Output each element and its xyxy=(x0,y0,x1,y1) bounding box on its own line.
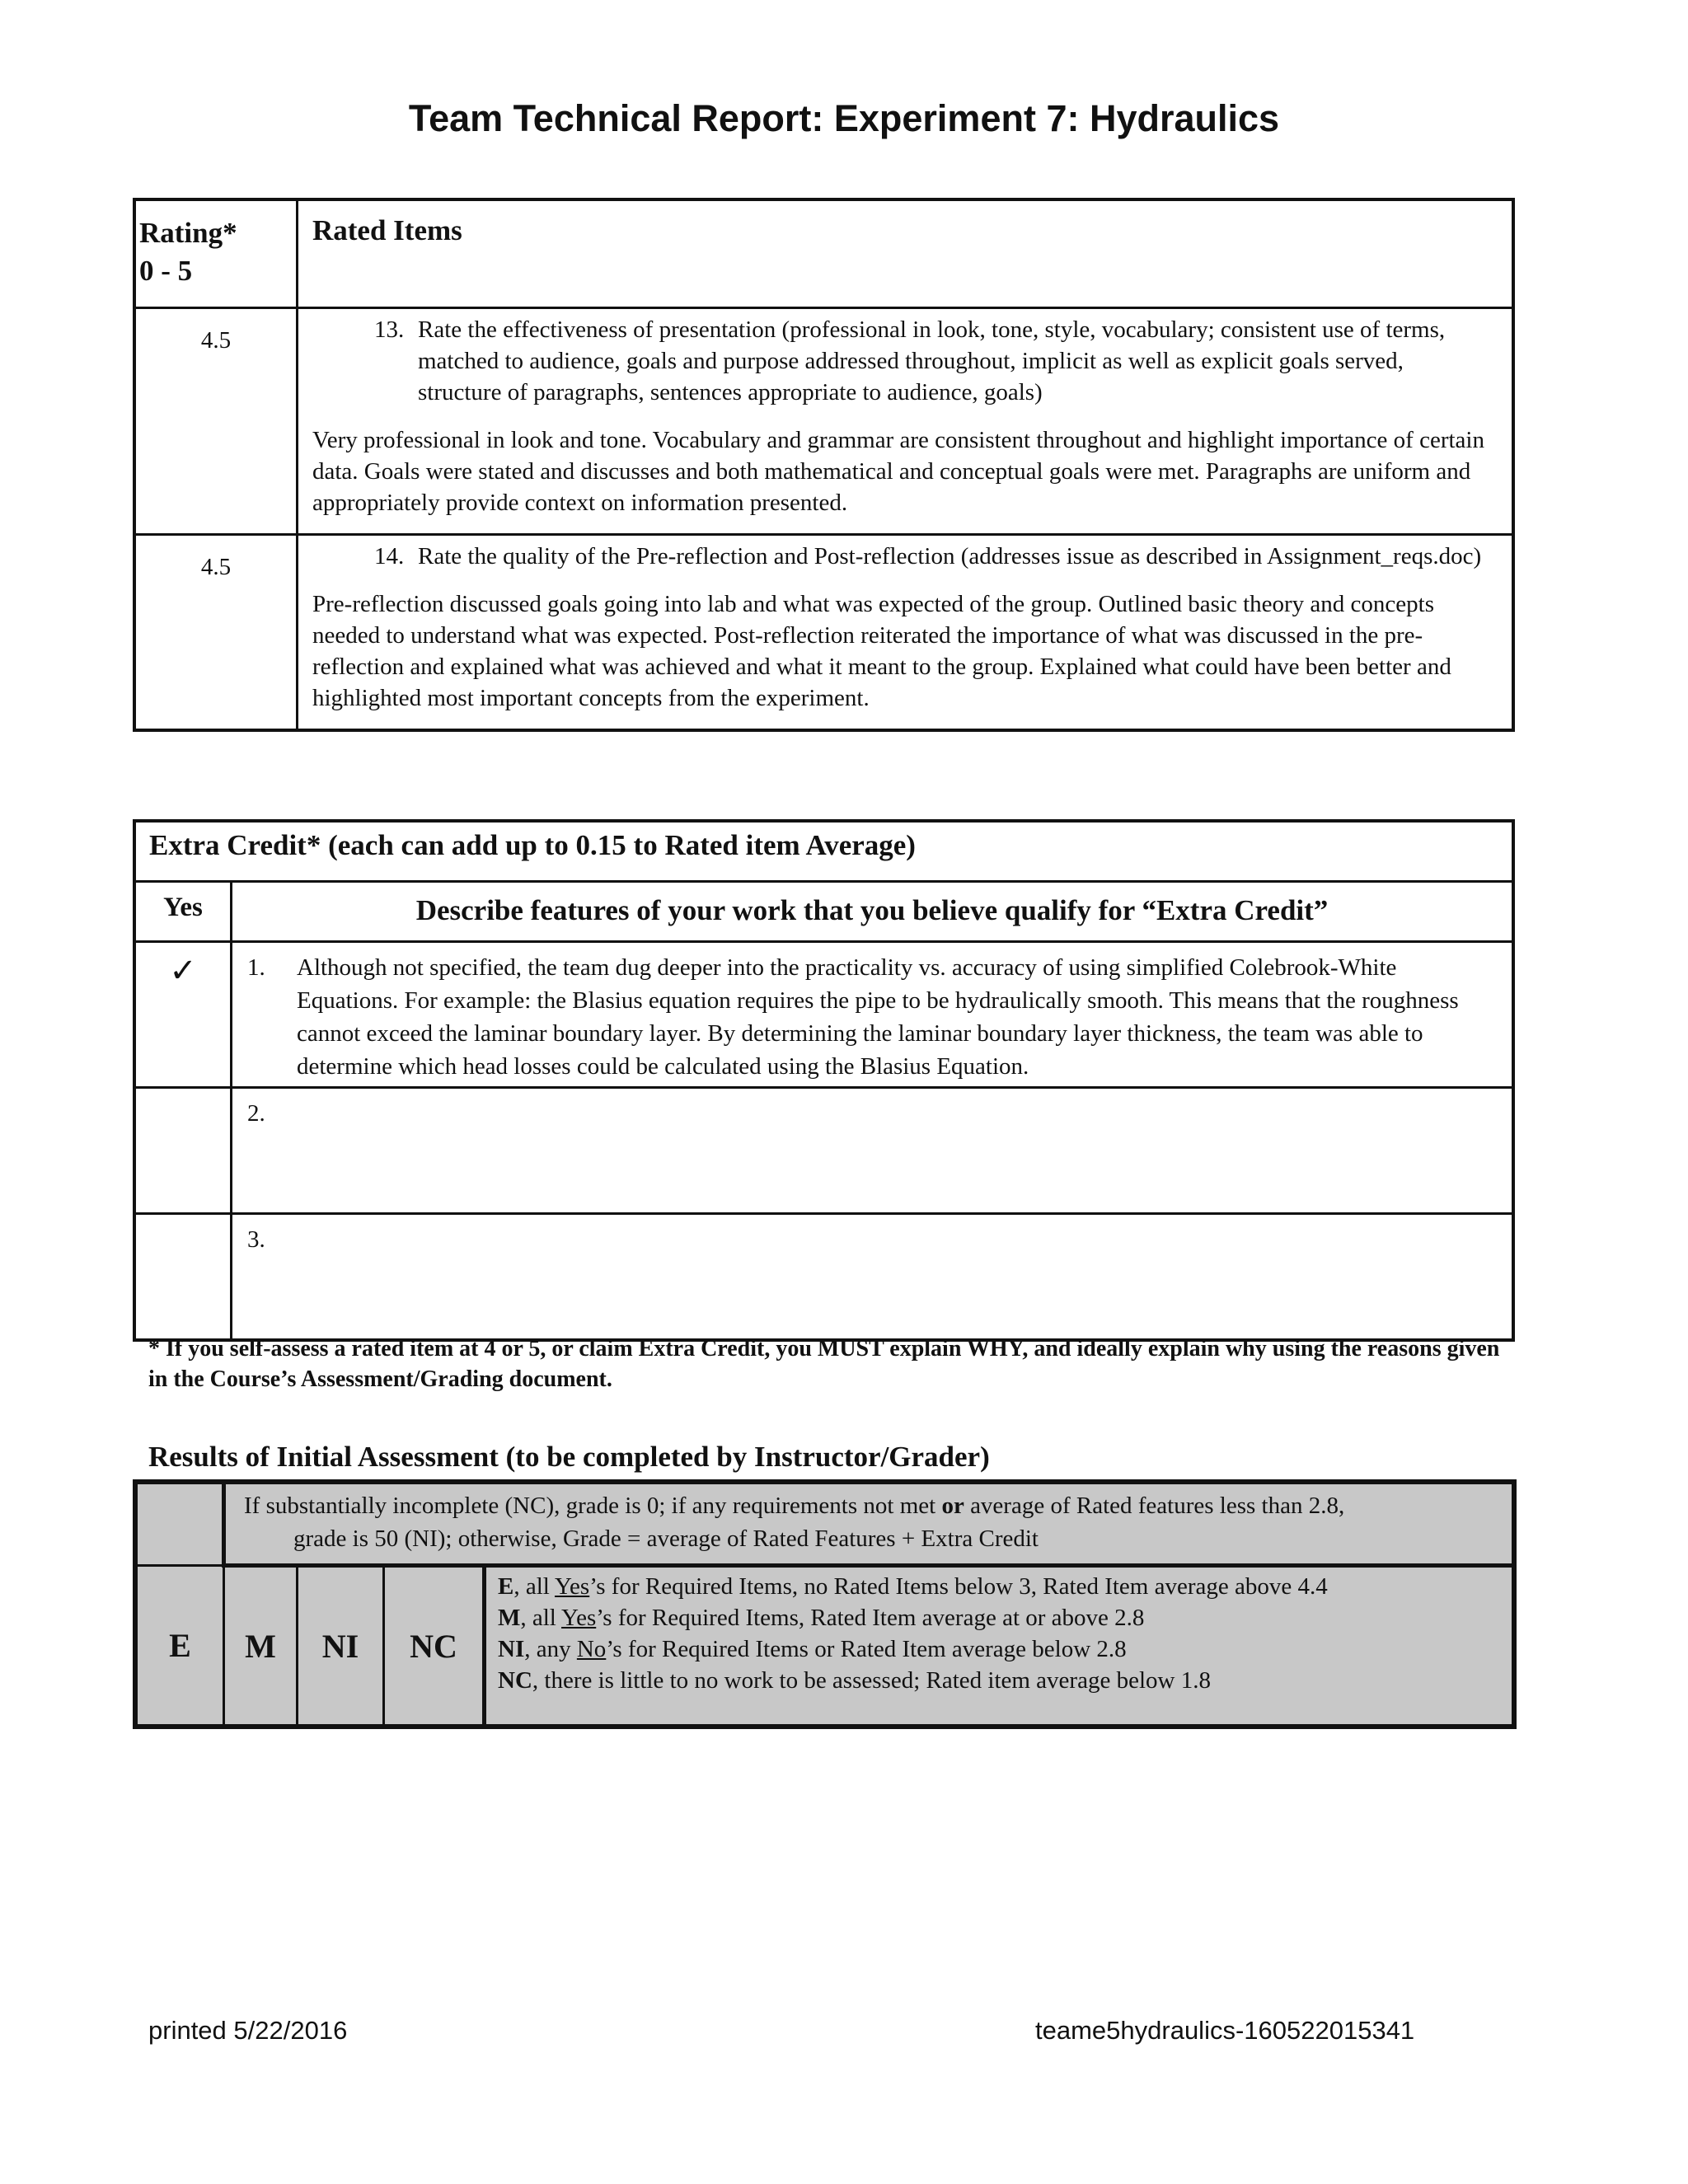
yes-cell xyxy=(134,1088,232,1214)
rating-header: Rating* 0 - 5 xyxy=(134,199,298,308)
page-title: Team Technical Report: Experiment 7: Hydraulics xyxy=(408,97,1280,139)
results-title: Results of Initial Assessment (to be completed by Instructor/Grader) xyxy=(148,1441,990,1473)
extra-credit-title: Extra Credit* (each can add up to 0.15 to Rated item Average) xyxy=(134,821,1513,882)
empty-cell xyxy=(135,1482,224,1566)
extra-credit-item xyxy=(232,1088,1514,1214)
rating-value: 4.5 xyxy=(134,535,298,731)
item-number: 14. xyxy=(374,543,405,569)
footnote: * If you self-assess a rated item at 4 or 5, or claim Extra Credit, you MUST explain WHY, and ideally explain why using the reasons given in the Course’s Assessment/Grading document. xyxy=(148,1336,1500,1392)
item-response: Very professional in look and tone. Vocabulary and grammar are consistent throughout and highlight importance of certain data. Goals were stated and discusses and both mathematical and conceptual goals were met. Paragraphs are uniform and appropriately provide context on information presented. xyxy=(312,427,1484,516)
yes-cell xyxy=(134,1214,232,1341)
extra-credit-row xyxy=(134,1214,1513,1341)
extra-credit-row xyxy=(134,942,1513,1088)
item-number: 2. xyxy=(247,1100,265,1127)
yes-header: Yes xyxy=(134,882,232,942)
rated-item xyxy=(298,308,1514,535)
describe-header: Describe features of your work that you believe qualify for “Extra Credit” xyxy=(232,882,1514,942)
grade-e-box[interactable]: E xyxy=(135,1566,224,1727)
extra-credit-item xyxy=(232,1214,1514,1341)
printed-date: printed 5/22/2016 xyxy=(148,2016,348,2045)
grade-definitions xyxy=(485,1566,1515,1727)
rated-item xyxy=(298,535,1514,731)
extra-credit-table xyxy=(133,819,1515,1342)
grade-ni-box[interactable]: NI xyxy=(298,1566,384,1727)
grading-rule: If substantially incomplete (NC), grade is 0; if any requirements not met or average of Rated features less than 2.8, grade is 50 (NI); otherwise, Grade = average of Rated Features + Extra Credit xyxy=(224,1482,1515,1566)
definition-e: E, all Yes’s for Required Items, no Rated Items below 3, Rated Item average above 4.4 xyxy=(498,1573,1328,1600)
item-question: Rate the effectiveness of presentation (professional in look, tone, style, vocabulary; consistent use of terms, matched to audience, goals and purpose addressed throughout, implicit as well as explicit goals served, structure of paragraphs, sentences appropriate to audience, goals) xyxy=(418,316,1446,405)
results-table xyxy=(133,1479,1517,1729)
rated-items-table xyxy=(133,198,1515,732)
checkmark-icon: ✓ xyxy=(134,942,232,1088)
item-question: Rate the quality of the Pre-reflection and Post-reflection (addresses issue as described in Assignment_reqs.doc) xyxy=(418,543,1482,569)
document-id: teame5hydraulics-160522015341 xyxy=(1035,2016,1415,2045)
rated-item-row xyxy=(134,535,1513,731)
rated-items-header: Rated Items xyxy=(298,199,1514,308)
rating-value: 4.5 xyxy=(134,308,298,535)
definition-ni: NI, any No’s for Required Items or Rated Item average below 2.8 xyxy=(498,1636,1127,1662)
definition-nc: NC, there is little to no work to be assessed; Rated item average below 1.8 xyxy=(498,1667,1211,1694)
item-number: 13. xyxy=(374,316,405,343)
extra-credit-row xyxy=(134,1088,1513,1214)
item-number: 3. xyxy=(247,1226,265,1253)
item-text: Although not specified, the team dug deeper into the practicality vs. accuracy of using simplified Colebrook-White Equations. For example: the Blasius equation requires the pipe to be hydraulically smooth. This means that the roughness cannot exceed the laminar boundary layer. By determining the laminar boundary layer thickness, the team was able to determine which head losses could be calculated using the Blasius Equation. xyxy=(297,954,1459,1080)
grade-nc-box[interactable]: NC xyxy=(384,1566,485,1727)
item-response: Pre-reflection discussed goals going into lab and what was expected of the group. Outlined basic theory and concepts needed to understand what was expected. Post-reflection reiterated the importance of what was discussed in the pre-reflection and explained what was achieved and what it meant to the group. Explained what could have been better and highlighted most important concepts from the experiment. xyxy=(312,591,1451,711)
grade-m-box[interactable]: M xyxy=(224,1566,298,1727)
definition-m: M, all Yes’s for Required Items, Rated Item average at or above 2.8 xyxy=(498,1605,1145,1631)
extra-credit-item xyxy=(232,942,1514,1088)
rated-item-row xyxy=(134,308,1513,535)
item-number: 1. xyxy=(247,954,265,981)
